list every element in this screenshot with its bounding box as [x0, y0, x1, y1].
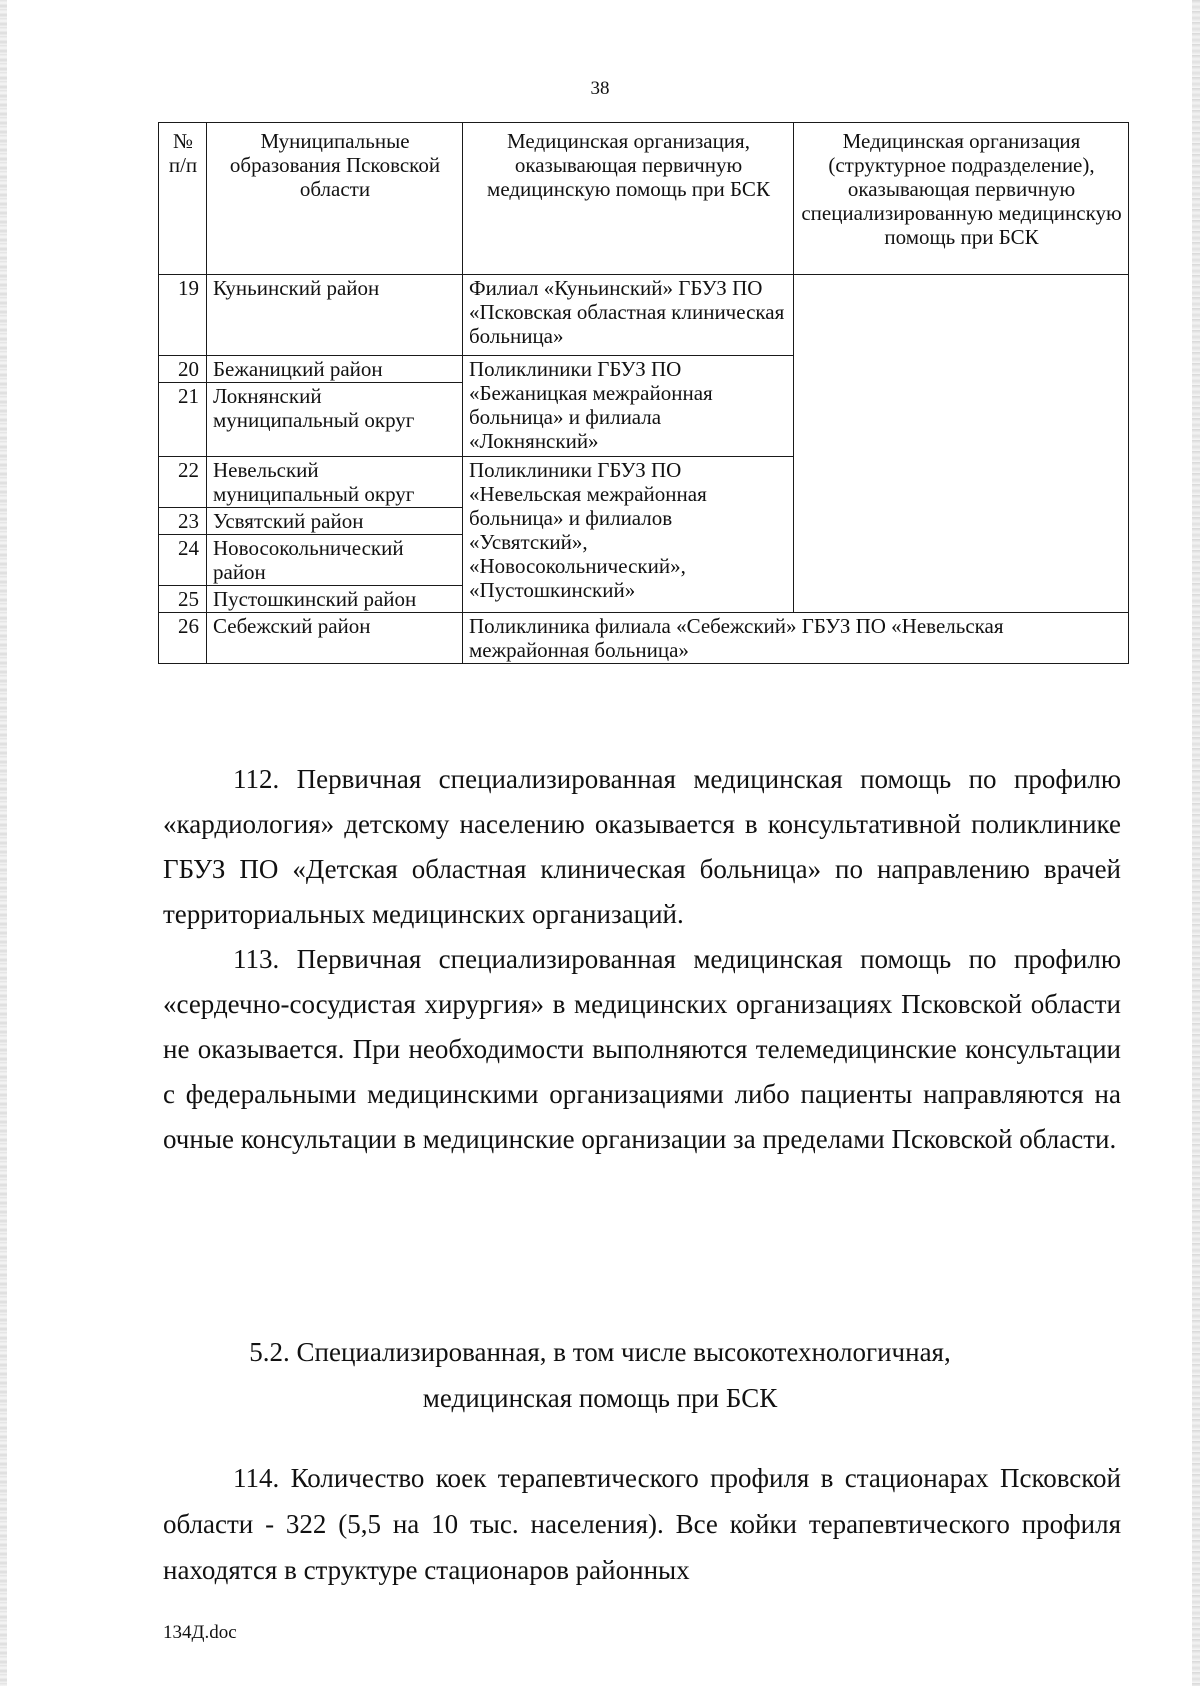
table-row	[159, 613, 1129, 664]
row-municipality: Усвятский район	[207, 508, 463, 535]
row-municipality: Бежаницкий район	[207, 356, 463, 383]
row-municipality: Себежский район	[207, 613, 463, 664]
header-number: № п/п	[159, 123, 207, 275]
header-primary-care-org: Медицинская организация, оказывающая первичную медицинскую помощь при БСК	[463, 123, 794, 275]
body-paragraphs	[163, 757, 1121, 1162]
row-number: 26	[159, 613, 207, 664]
row-primary-org: Поликлиники ГБУЗ ПО «Невельская межрайонная больница» и филиалов «Усвятский», «Новосокольнический», «Пустошкинский»	[463, 457, 794, 613]
row-primary-org: Поликлиники ГБУЗ ПО «Бежаницкая межрайонная больница» и филиала «Локнянский»	[463, 356, 794, 457]
row-number: 22	[159, 457, 207, 508]
scan-edge-right	[1192, 0, 1200, 1686]
row-number: 20	[159, 356, 207, 383]
table-row	[159, 275, 1129, 356]
row-number: 25	[159, 586, 207, 613]
row-number: 24	[159, 535, 207, 586]
row-number: 23	[159, 508, 207, 535]
section-title-line-2: медицинская помощь при БСК	[422, 1383, 778, 1413]
row-municipality: Новосокольнический район	[207, 535, 463, 586]
header-specialized-care-org: Медицинская организация (структурное подразделение), оказывающая первичную специализированную медицинскую помощь при БСК	[794, 123, 1129, 275]
organizations-table	[158, 122, 1129, 664]
row-number: 19	[159, 275, 207, 356]
paragraph-113: 113. Первичная специализированная медицинская помощь по профилю «сердечно-сосудистая хирургия» в медицинских организациях Псковской области не оказывается. При необходимости выполняются телемедицинские консультации с федеральными медицинскими организациями либо пациенты направляются на очные консультации в медицинские организации за пределами Псковской области.	[163, 944, 1121, 1154]
row-specialized-org-empty	[794, 275, 1129, 613]
header-municipality: Муниципальные образования Псковской области	[207, 123, 463, 275]
row-primary-org: Поликлиника филиала «Себежский» ГБУЗ ПО «Невельская межрайонная больница»	[463, 613, 1129, 664]
row-primary-org: Филиал «Куньинский» ГБУЗ ПО «Псковская областная клиническая больница»	[463, 275, 794, 356]
row-number: 21	[159, 383, 207, 457]
footer-filename: 134Д.doc	[163, 1622, 237, 1643]
paragraph-112: 112. Первичная специализированная медицинская помощь по профилю «кардиология» детскому населению оказывается в консультативной поликлинике ГБУЗ ПО «Детская областная клиническая больница» по направлению врачей территориальных медицинских организаций.	[163, 764, 1121, 929]
row-municipality: Куньинский район	[207, 275, 463, 356]
scan-edge-left	[0, 0, 7, 1686]
row-municipality: Локнянский муниципальный округ	[207, 383, 463, 457]
row-municipality: Невельский муниципальный округ	[207, 457, 463, 508]
row-municipality: Пустошкинский район	[207, 586, 463, 613]
section-title	[0, 1329, 1200, 1421]
section-title-line-1: 5.2. Специализированная, в том числе высокотехнологичная,	[249, 1337, 951, 1367]
page-number: 38	[590, 78, 610, 99]
table-header-row	[159, 123, 1129, 275]
paragraph-114: 114. Количество коек терапевтического профиля в стационарах Псковской области - 322 (5,5 на 10 тыс. населения). Все койки терапевтического профиля находятся в структуре стационаров районных	[163, 1463, 1121, 1585]
